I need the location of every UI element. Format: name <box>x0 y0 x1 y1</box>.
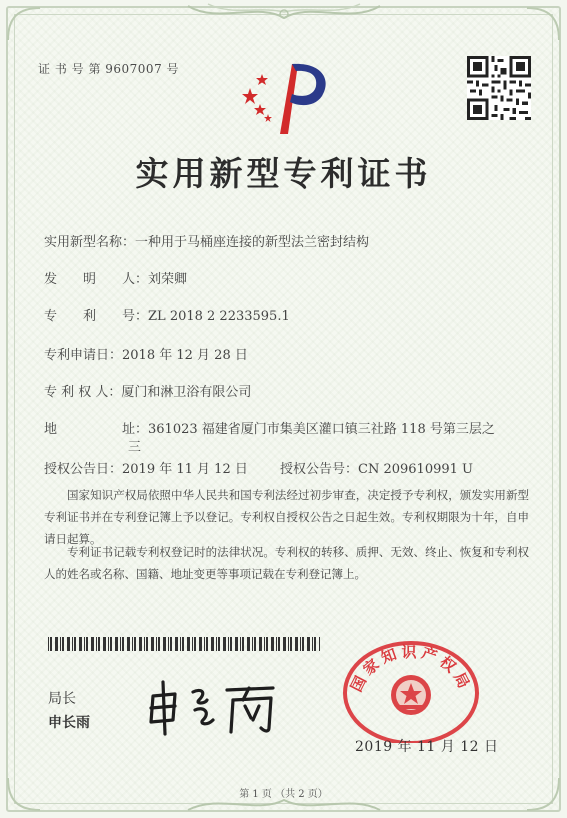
barcode-bar <box>48 637 49 651</box>
barcode-bar <box>74 637 76 651</box>
barcode-bar <box>300 637 301 651</box>
barcode-bar <box>144 637 145 651</box>
barcode-bar <box>204 637 205 651</box>
barcode-bar <box>182 637 184 651</box>
barcode-bar <box>86 637 88 651</box>
field-label: 授权公告号： <box>280 462 359 477</box>
barcode-bar <box>223 637 226 651</box>
certificate-title: 实用新型专利证书 <box>135 154 432 193</box>
field-value: 361023 福建省厦门市集美区灌口镇三社路 118 号第三层之 <box>148 422 495 437</box>
barcode-bar <box>168 637 169 651</box>
director-signature <box>145 676 285 736</box>
field-utility-model-name <box>44 231 369 250</box>
barcode-bar <box>266 637 268 651</box>
barcode-bar <box>276 637 277 651</box>
barcode-bar <box>307 637 310 651</box>
barcode-bar <box>96 637 97 651</box>
field-address <box>44 418 495 437</box>
barcode-bar <box>98 637 100 651</box>
barcode-bar <box>194 637 196 651</box>
barcode-bar <box>67 637 70 651</box>
barcode-bar <box>151 637 154 651</box>
barcode-bar <box>163 637 166 651</box>
barcode-bar <box>120 637 121 651</box>
field-address-continued: 三 <box>128 440 142 455</box>
barcode-bar <box>146 637 148 651</box>
barcode-bar <box>230 637 232 651</box>
corner-ornament-tr <box>523 4 563 44</box>
field-value: 2019 年 11 月 12 日 <box>122 462 248 477</box>
field-patent-number <box>44 305 290 324</box>
barcode-bar <box>278 637 280 651</box>
barcode-bar <box>127 637 130 651</box>
barcode-bar <box>302 637 304 651</box>
barcode-bar <box>319 637 320 651</box>
field-label: 实用新型名称： <box>44 235 136 250</box>
barcode-bar <box>55 637 58 651</box>
barcode-bar <box>134 637 136 651</box>
barcode-bar <box>62 637 64 651</box>
page-number: 第 1 页 （共 2 页） <box>239 789 328 800</box>
paragraph-legal-status: 专利证书记载专利权登记时的法律状况。专利权的转移、质押、无效、终止、恢复和专利权人的姓名或名称、国籍、地址变更等事项记载在专利登记簿上。 <box>44 545 529 581</box>
seal-text: 国家知识产权局 <box>347 642 475 695</box>
paragraph-grant: 国家知识产权局依照中华人民共和国专利法经过初步审查，决定授予专利权，颁发实用新型专利证书并在专利登记簿上予以登记。专利权自授权公告之日起生效。专利权期限为十年，自申请日起算。 <box>44 488 529 546</box>
field-value: 刘荣卿 <box>148 272 188 287</box>
barcode-bar <box>139 637 142 651</box>
barcode-bar <box>264 637 265 651</box>
field-label: 授权公告日： <box>44 462 123 477</box>
barcode-bar <box>259 637 262 651</box>
barcode-bar <box>240 637 241 651</box>
barcode-bar <box>108 637 109 651</box>
field-label: 地 址： <box>44 422 149 437</box>
barcode <box>48 637 320 651</box>
field-value: 2018 年 12 月 28 日 <box>122 348 248 363</box>
barcode-bar <box>199 637 202 651</box>
barcode-bar <box>228 637 229 651</box>
barcode-bar <box>91 637 94 651</box>
barcode-bar <box>180 637 181 651</box>
barcode-bar <box>122 637 124 651</box>
barcode-bar <box>84 637 85 651</box>
barcode-bar <box>103 637 106 651</box>
barcode-bar <box>110 637 112 651</box>
top-ornament <box>178 0 390 26</box>
field-value: ZL 2018 2 2233595.1 <box>148 309 290 324</box>
barcode-bar <box>60 637 61 651</box>
barcode-bar <box>175 637 178 651</box>
field-label: 专 利 权 人： <box>44 385 122 400</box>
corner-ornament-tl <box>4 4 44 44</box>
barcode-bar <box>115 637 118 651</box>
field-label: 发 明 人： <box>44 272 149 287</box>
barcode-bar <box>218 637 220 651</box>
barcode-bar <box>79 637 82 651</box>
barcode-bar <box>187 637 190 651</box>
barcode-bar <box>72 637 73 651</box>
barcode-bar <box>170 637 172 651</box>
field-patentee <box>44 381 251 400</box>
field-value: 厦门和淋卫浴有限公司 <box>121 385 252 400</box>
field-value: 一种用于马桶座连接的新型法兰密封结构 <box>135 235 370 250</box>
official-name: 申长雨 <box>48 715 90 731</box>
barcode-bar <box>132 637 133 651</box>
qr-code <box>467 56 531 120</box>
field-grant-announcement-number <box>280 458 473 477</box>
barcode-bar <box>242 637 244 651</box>
official-title: 局长 <box>48 691 76 707</box>
barcode-bar <box>254 637 256 651</box>
barcode-bar <box>314 637 316 651</box>
barcode-bar <box>235 637 238 651</box>
barcode-bar <box>206 637 208 651</box>
barcode-bar <box>283 637 286 651</box>
barcode-bar <box>252 637 253 651</box>
barcode-bar <box>216 637 217 651</box>
barcode-bar <box>288 637 289 651</box>
official-seal <box>340 635 482 743</box>
barcode-bar <box>156 637 157 651</box>
barcode-bar <box>271 637 274 651</box>
field-filing-date <box>44 344 248 363</box>
seal-date: 2019 年 11 月 12 日 <box>355 739 499 755</box>
field-label: 专 利 号： <box>44 309 149 324</box>
barcode-bar <box>247 637 250 651</box>
field-grant-announcement-date <box>44 458 248 477</box>
certificate-number: 证 书 号 第 9607007 号 <box>38 62 180 76</box>
barcode-bar <box>290 637 292 651</box>
patent-office-emblem <box>236 58 334 136</box>
field-inventor <box>44 268 187 287</box>
barcode-bar <box>158 637 160 651</box>
barcode-bar <box>312 637 313 651</box>
field-label: 专利申请日： <box>44 348 123 363</box>
barcode-bar <box>211 637 214 651</box>
barcode-bar <box>50 637 52 651</box>
barcode-bar <box>295 637 298 651</box>
field-value: CN 209610991 U <box>358 462 473 477</box>
barcode-bar <box>192 637 193 651</box>
